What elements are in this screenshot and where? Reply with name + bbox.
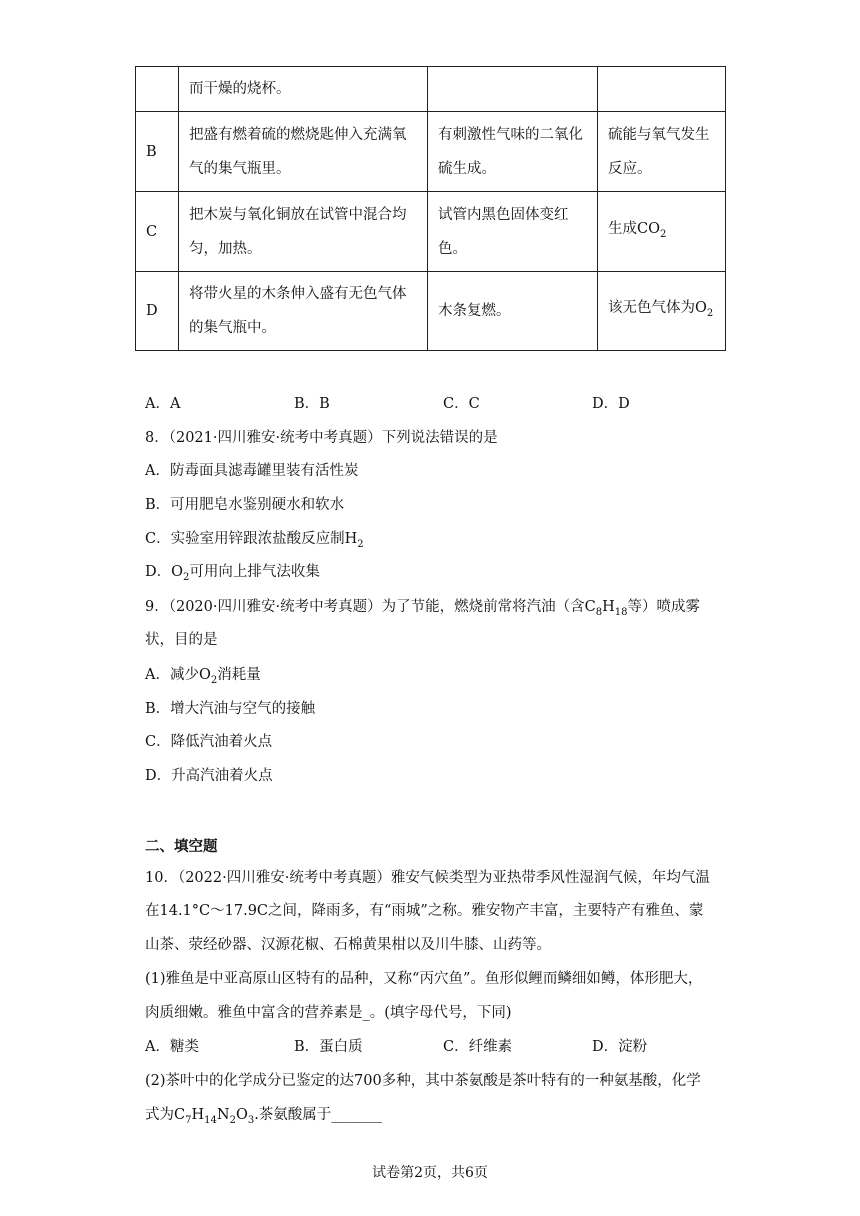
phenomenon-cell: 试管内黑色固体变红色。 bbox=[428, 192, 598, 272]
option-c: C．纤维素 bbox=[443, 1039, 513, 1055]
q10-line3: 山茶、荥经砂器、汉源花椒、石棉黄果柑以及川牛膝、山药等。 bbox=[145, 937, 551, 953]
option-d: D．D bbox=[592, 396, 630, 412]
q9-stem-line2: 状，目的是 bbox=[145, 632, 218, 648]
operation-cell: 把木炭与氧化铜放在试管中混合均匀，加热。 bbox=[179, 192, 428, 272]
q10-p1-line1: (1)雅鱼是中亚高原山区特有的品种，又称“丙穴鱼”。鱼形似鲤而鳞细如鳟，体形肥大， bbox=[145, 971, 703, 987]
formula-o2: 该无色气体为$O_2$ bbox=[608, 300, 714, 319]
q9-option-c: C．降低汽油着火点 bbox=[145, 734, 273, 750]
conclusion-cell: 硫能与氧气发生反应。 bbox=[598, 112, 726, 192]
table-row bbox=[136, 112, 726, 192]
q8-option-d: D．$O_2$可用向上排气法收集 bbox=[145, 564, 320, 583]
operation-cell: 而干燥的烧杯。 bbox=[179, 67, 428, 112]
row-label: B bbox=[136, 112, 179, 192]
page-footer: 试卷第2页，共6页 bbox=[372, 1165, 488, 1181]
row-label: C bbox=[136, 192, 179, 272]
phenomenon-cell: 有刺激性气味的二氧化硫生成。 bbox=[428, 112, 598, 192]
q9-stem-line1: 9．（2020·四川雅安·统考中考真题）为了节能，燃烧前常将汽油（含$C_8H_{18}$等）喷成雾 bbox=[145, 599, 700, 618]
conclusion-cell bbox=[598, 67, 726, 112]
q8-option-b: B．可用肥皂水鉴别硬水和软水 bbox=[145, 497, 345, 513]
row-label bbox=[136, 67, 179, 112]
q8-stem: 8．（2021·四川雅安·统考中考真题）下列说法错误的是 bbox=[145, 430, 498, 446]
option-b: B．蛋白质 bbox=[294, 1039, 363, 1055]
q10-p2-line2: 式为$C_7H_{14}N_2O_3$.茶氨酸属于_______ bbox=[145, 1107, 383, 1126]
conclusion-cell bbox=[598, 192, 726, 272]
option-c: C．C bbox=[443, 396, 480, 412]
q8-option-c: C．实验室用锌跟浓盐酸反应制$H_2$ bbox=[145, 531, 364, 550]
table-row bbox=[136, 272, 726, 351]
q10-line2: 在14.1°C～17.9C之间，降雨多，有“雨城”之称。雅安物产丰富，主要特产有雅鱼、蒙 bbox=[145, 903, 704, 919]
operation-cell: 把盛有燃着硫的燃烧匙伸入充满氧气的集气瓶里。 bbox=[179, 112, 428, 192]
operation-cell: 将带火星的木条伸入盛有无色气体的集气瓶中。 bbox=[179, 272, 428, 351]
q9-option-d: D．升高汽油着火点 bbox=[145, 768, 273, 784]
table-row bbox=[136, 67, 726, 112]
q9-option-a: A．减少$O_2$消耗量 bbox=[145, 667, 261, 686]
option-a: A．A bbox=[145, 396, 181, 412]
q10-p1-line2: 肉质细嫩。雅鱼中富含的营养素是_。(填字母代号，下同) bbox=[145, 1005, 512, 1021]
experiment-table bbox=[135, 66, 726, 351]
q9-option-b: B．增大汽油与空气的接触 bbox=[145, 701, 316, 717]
section-title: 二、填空题 bbox=[145, 839, 218, 855]
q10-line1: 10．（2022·四川雅安·统考中考真题）雅安气候类型为亚热带季风性湿润气候，年均气温 bbox=[145, 870, 710, 886]
row-label: D bbox=[136, 272, 179, 351]
table-row bbox=[136, 192, 726, 272]
option-d: D．淀粉 bbox=[592, 1039, 648, 1055]
formula-co2: 生成$CO_2$ bbox=[608, 220, 667, 240]
conclusion-cell bbox=[598, 272, 726, 351]
option-a: A．糖类 bbox=[145, 1039, 199, 1055]
option-b: B．B bbox=[294, 396, 330, 412]
q8-option-a: A．防毒面具滤毒罐里装有活性炭 bbox=[145, 463, 359, 479]
q10-p2-line1: (2)茶叶中的化学成分已鉴定的达700多种，其中茶氨酸是茶叶特有的一种氨基酸，化学 bbox=[145, 1073, 701, 1089]
phenomenon-cell: 木条复燃。 bbox=[428, 272, 598, 351]
phenomenon-cell bbox=[428, 67, 598, 112]
